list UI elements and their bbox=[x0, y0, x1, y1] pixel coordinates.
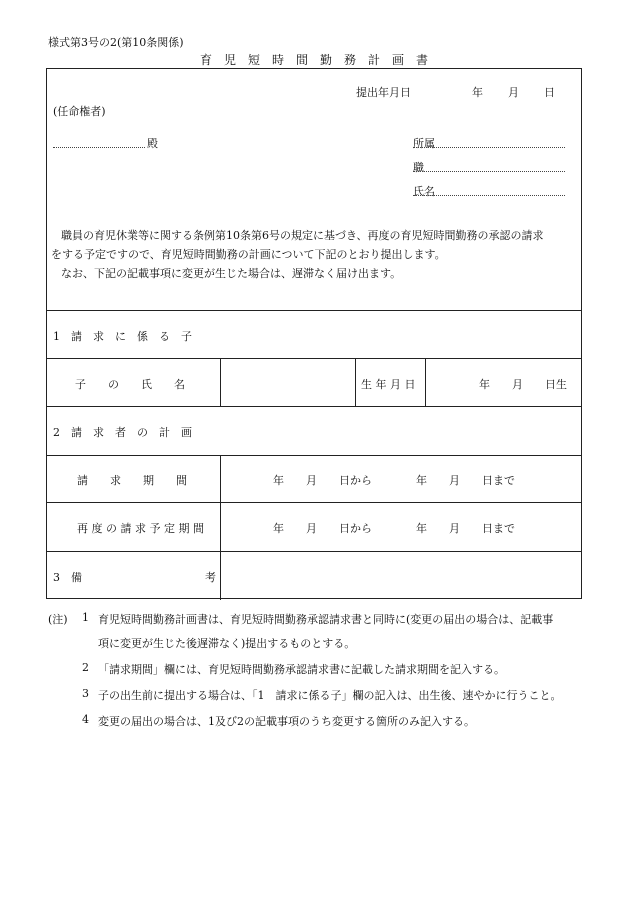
page-title: 育 児 短 時 間 勤 務 計 画 書 bbox=[200, 53, 429, 67]
divider bbox=[47, 406, 581, 407]
appointer-label: (任命権者) bbox=[53, 105, 106, 118]
divider bbox=[47, 310, 581, 311]
addressee-line[interactable] bbox=[53, 147, 145, 148]
birth-date-label: 生 年 月 日 bbox=[361, 378, 416, 391]
divider bbox=[425, 358, 426, 406]
section2-heading: 2 請 求 者 の 計 画 bbox=[53, 426, 192, 439]
body-text-line2: をする予定ですので、育児短時間勤務の計画について下記のとおり提出します。 bbox=[51, 248, 446, 261]
child-name-field[interactable] bbox=[221, 359, 355, 406]
note-text: 「請求期間」欄には、育児短時間勤務承認請求書に記載した請求期間を記入する。 bbox=[98, 663, 505, 676]
child-name-label: 子 の 氏 名 bbox=[75, 378, 185, 391]
note-text: 変更の届出の場合は、1及び2の記載事項のうち変更する箇所のみ記入する。 bbox=[98, 715, 475, 728]
form-number: 様式第3号の2(第10条関係) bbox=[48, 36, 184, 49]
remarks-heading: 3 備 bbox=[53, 571, 82, 584]
submission-date-label: 提出年月日 bbox=[356, 86, 411, 99]
date-year: 年 bbox=[472, 86, 483, 99]
request-period-field[interactable]: 年 月 日から 年 月 日まで bbox=[273, 474, 515, 487]
note-number: 2 bbox=[82, 661, 89, 674]
note-text-continued: 項に変更が生じた後遅滞なく)提出するものとする。 bbox=[98, 637, 356, 650]
name-label: 氏名 bbox=[413, 185, 435, 198]
body-text-line3: なお、下記の記載事項に変更が生じた場合は、遅滞なく届け出ます。 bbox=[61, 267, 402, 280]
date-month: 月 bbox=[508, 86, 519, 99]
note-number: 1 bbox=[82, 611, 89, 624]
birth-date-field[interactable]: 年 月 日生 bbox=[479, 378, 567, 391]
name-field[interactable] bbox=[413, 195, 565, 196]
date-day: 日 bbox=[544, 86, 555, 99]
position-label: 職 bbox=[413, 161, 424, 174]
divider bbox=[47, 502, 581, 503]
body-text-line1: 職員の育児休業等に関する条例第10条第6号の規定に基づき、再度の育児短時間勤務の承認の請求 bbox=[61, 229, 544, 242]
note-text: 子の出生前に提出する場合は、「1 請求に係る子」欄の記入は、出生後、速やかに行うこと。 bbox=[98, 689, 562, 702]
addressee-suffix: 殿 bbox=[147, 137, 158, 150]
affiliation-field[interactable] bbox=[413, 147, 565, 148]
notes-prefix: (注) bbox=[48, 613, 68, 626]
affiliation-label: 所属 bbox=[413, 137, 435, 150]
divider bbox=[47, 455, 581, 456]
note-number: 4 bbox=[82, 713, 89, 726]
section1-heading: 1 請 求 に 係 る 子 bbox=[53, 330, 192, 343]
divider bbox=[355, 358, 356, 406]
planned-period-label: 再 度 の 請 求 予 定 期 間 bbox=[77, 522, 204, 535]
remarks-field[interactable] bbox=[221, 552, 581, 598]
request-period-label: 請 求 期 間 bbox=[77, 474, 187, 487]
position-field[interactable] bbox=[413, 171, 565, 172]
planned-period-field[interactable]: 年 月 日から 年 月 日まで bbox=[273, 522, 515, 535]
note-number: 3 bbox=[82, 687, 89, 700]
note-text: 育児短時間勤務計画書は、育児短時間勤務承認請求書と同時に(変更の届出の場合は、記載事 bbox=[98, 613, 554, 626]
remarks-heading-end: 考 bbox=[205, 571, 216, 584]
form-table bbox=[46, 68, 582, 599]
